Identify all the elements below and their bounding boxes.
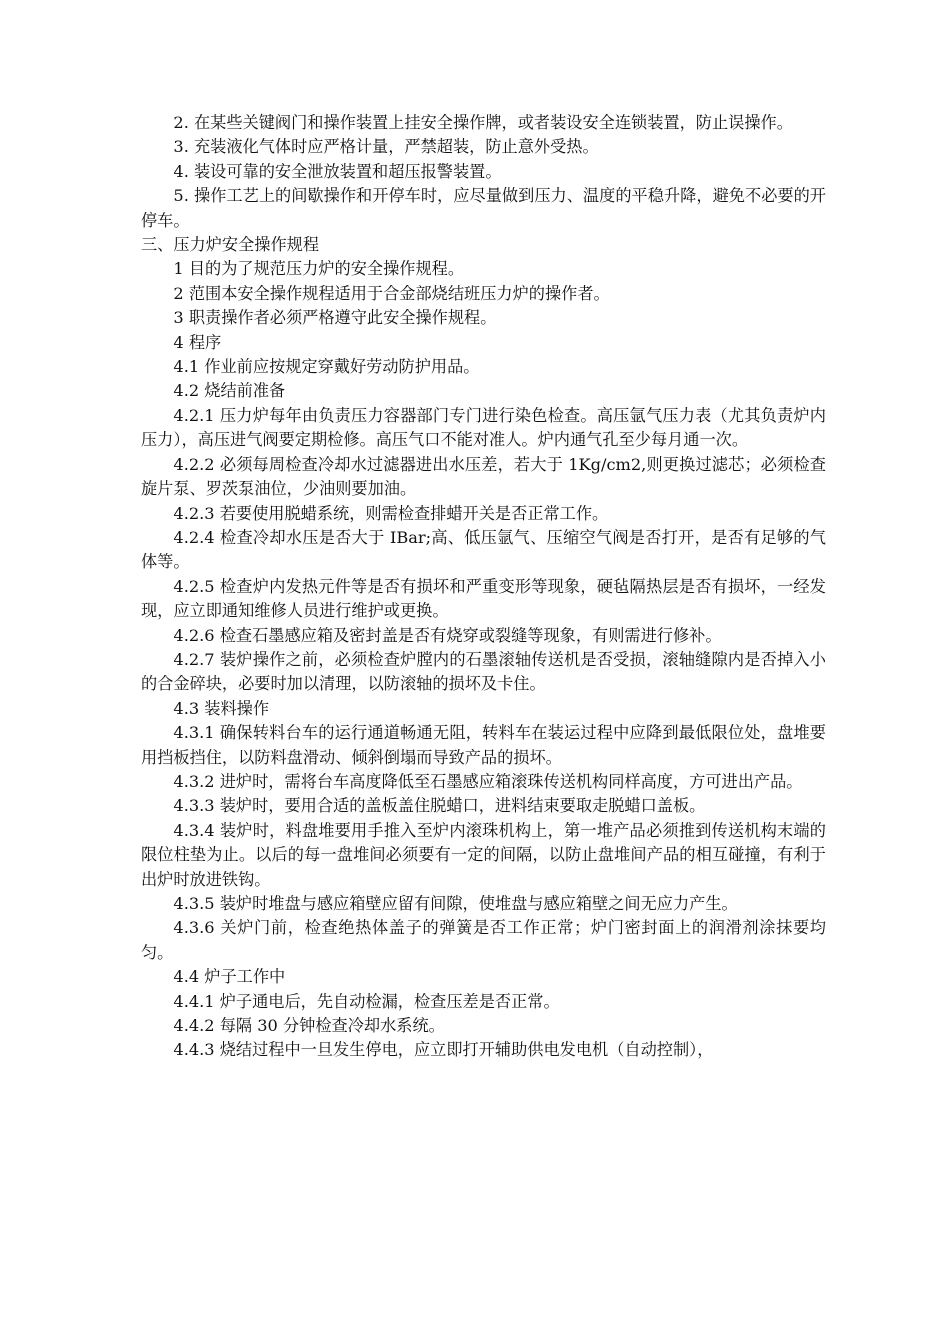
paragraph-4-3-6: 4.3.6 关炉门前，检查绝热体盖子的弹簧是否工作正常；炉门密封面上的润滑剂涂抹要均匀。 bbox=[141, 918, 826, 962]
paragraph-4-4-2: 4.4.2 每隔 30 分钟检查冷却水系统。 bbox=[173, 1016, 445, 1036]
paragraph-4-2-3: 4.2.3 若要使用脱蜡系统，则需检查排蜡开关是否正常工作。 bbox=[173, 503, 609, 523]
paragraph-4-2-7: 4.2.7 装炉操作之前，必须检查炉膛内的石墨滚轴传送机是否受损，滚轴缝隙内是否掉入小的合金碎块，必要时加以清理，以防滚轴的损坏及卡住。 bbox=[141, 649, 826, 694]
paragraph-4-2-5: 4.2.5 检查炉内发热元件等是否有损坏和严重变形等现象，硬毡隔热层是否有损坏，一经发现，应立即通知维修人员进行维护或更换。 bbox=[141, 576, 826, 621]
subheading-4-4: 4.4 炉子工作中 bbox=[173, 967, 286, 987]
paragraph-4-4-3: 4.4.3 烧结过程中一旦发生停电，应立即打开辅助供电发电机（自动控制）， bbox=[173, 1040, 714, 1060]
paragraph-4-2-1: 4.2.1 压力炉每年由负责压力容器部门专门进行染色检查。高压氩气压力表（尤其负责炉内压力），高压进气阀要定期检修。高压气口不能对准人。炉内通气孔至少每月通一次。 bbox=[141, 405, 826, 450]
paragraph-4-2-6: 4.2.6 检查石墨感应箱及密封盖是否有烧穿或裂缝等现象，有则需进行修补。 bbox=[173, 625, 722, 645]
paragraph-4-2-4: 4.2.4 检查冷却水压是否大于 IBar;高、低压氩气、压缩空气阀是否打开，是否有足够的气体等。 bbox=[141, 527, 826, 572]
paragraph-item-2: 2. 在某些关键阀门和操作装置上挂安全操作牌，或者装设安全连锁装置，防止误操作。 bbox=[173, 113, 793, 132]
paragraph-item-4: 4. 装设可靠的安全泄放装置和超压报警装置。 bbox=[173, 161, 502, 181]
paragraph-4-1: 4.1 作业前应按规定穿戴好劳动防护用品。 bbox=[173, 357, 480, 377]
paragraph-4-3-5: 4.3.5 装炉时堆盘与感应箱壁应留有间隙，使堆盘与感应箱壁之间无应力产生。 bbox=[173, 894, 738, 913]
subheading-4-3: 4.3 装料操作 bbox=[173, 698, 270, 718]
subheading-4-2: 4.2 烧结前准备 bbox=[173, 381, 286, 401]
paragraph-4-3-2: 4.3.2 进炉时，需将台车高度降低至石墨感应箱滚珠传送机构同样高度，方可进出产品。 bbox=[173, 771, 803, 791]
paragraph-procedure: 4 程序 bbox=[173, 332, 222, 352]
paragraph-4-3-1: 4.3.1 确保转料台车的运行通道畅通无阻，转料车在装运过程中应降到最低限位处，盘堆要用挡板挡住，以防料盘滑动、倾斜倒塌而导致产品的损坏。 bbox=[141, 723, 826, 767]
section-heading-3: 三、压力炉安全操作规程 bbox=[141, 235, 320, 255]
paragraph-4-2-2: 4.2.2 必须每周检查冷却水过滤器进出水压差，若大于 1Kg/cm2,则更换过滤芯；必须检查旋片泵、罗茨泵油位，少油则要加油。 bbox=[141, 454, 826, 499]
paragraph-4-3-3: 4.3.3 装炉时，要用合适的盖板盖住脱蜡口，进料结束要取走脱蜡口盖板。 bbox=[173, 796, 706, 816]
paragraph-purpose: 1 目的为了规范压力炉的安全操作规程。 bbox=[173, 259, 465, 279]
paragraph-duties: 3 职责操作者必须严格遵守此安全操作规程。 bbox=[173, 308, 497, 328]
paragraph-item-5: 5. 操作工艺上的间歇操作和开停车时，应尽量做到压力、温度的平稳升降，避免不必要的开停车。 bbox=[141, 186, 826, 230]
paragraph-4-3-4: 4.3.4 装炉时，料盘堆要用手推入至炉内滚珠机构上，第一堆产品必须推到传送机构末端的限位柱垫为止。以后的每一盘堆间必须要有一定的间隔，以防止盘堆间产品的相互碰撞，有利于出炉时放进铁钩。 bbox=[141, 820, 826, 889]
document-body bbox=[141, 111, 826, 1063]
paragraph-4-4-1: 4.4.1 炉子通电后，先自动检漏，检查压差是否正常。 bbox=[173, 991, 560, 1011]
paragraph-item-3: 3. 充装液化气体时应严格计量，严禁超装，防止意外受热。 bbox=[173, 137, 599, 157]
paragraph-scope: 2 范围本安全操作规程适用于合金部烧结班压力炉的操作者。 bbox=[173, 283, 610, 303]
